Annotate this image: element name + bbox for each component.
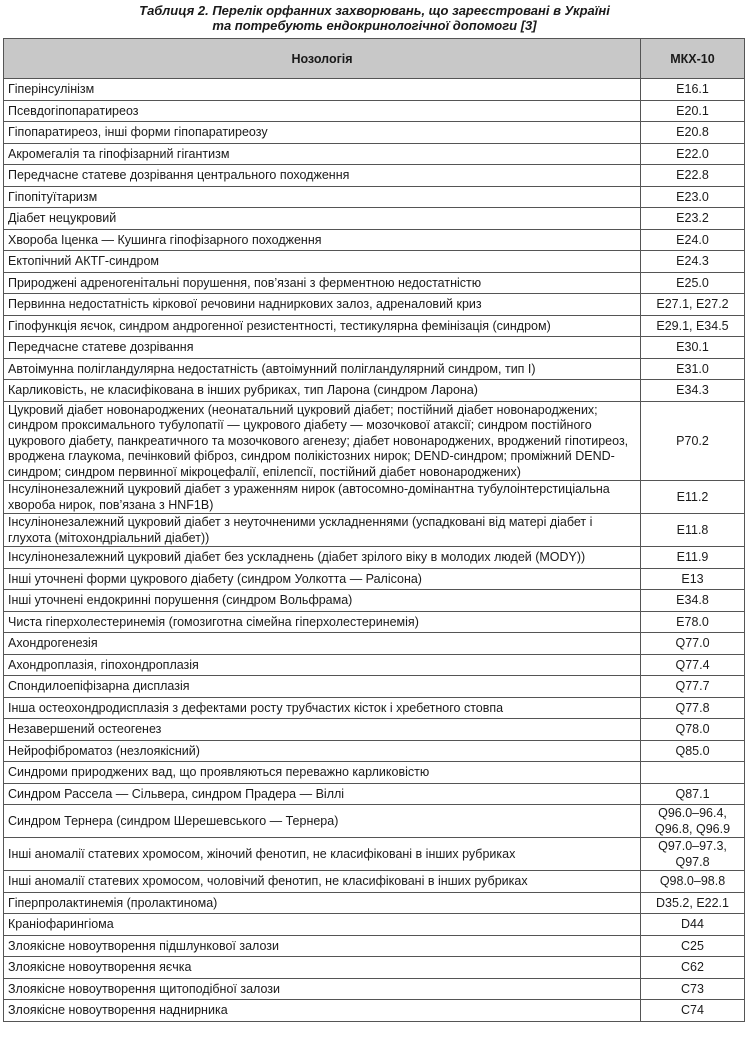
table-row: [4, 914, 745, 936]
table-row: [4, 165, 745, 187]
icd10-code-cell: E23.2: [641, 208, 745, 230]
nosology-cell: Карликовість, не класифікована в інших рубриках, тип Ларона (синдром Ларона): [4, 380, 641, 402]
icd10-code-cell: D44: [641, 914, 745, 936]
caption-line-2: та потребують ендокринологічної допомоги [3]: [212, 18, 537, 33]
table-row: [4, 611, 745, 633]
table-row: [4, 838, 745, 871]
nosology-cell: Первинна недостатність кіркової речовини надниркових залоз, адреналовий криз: [4, 294, 641, 316]
nosology-cell: Синдром Рассела — Сільвера, синдром Прадера — Віллі: [4, 783, 641, 805]
nosology-cell: Інші уточнені форми цукрового діабету (синдром Уолкотта — Ралісона): [4, 568, 641, 590]
table-row: [4, 697, 745, 719]
nosology-cell: Синдром Тернера (синдром Шерешевського — Тернера): [4, 805, 641, 838]
nosology-cell: Цукровий діабет новонароджених (неонатальний цукровий діабет; постійний діабет новонароджених; синдром проксимального тубулопатії — цукрового діабету — мозочкової атаксії; синдром постійного цукрового діабету, панкреатичного та мозочкового агенезу; діабет новонароджених, вроджений гіпотиреоз, вроджена глаукома, печінковий фіброз, синдром полікістозних нирок; DEND-синдром; проміжний DEND-синдром; синдром первинної мікроцефалії, епілепсії, постійний діабет новонароджених): [4, 401, 641, 481]
nosology-cell: Автоімунна полігландулярна недостатність (автоімунний полігландулярний синдром, тип І): [4, 358, 641, 380]
nosology-cell: Краніофарингіома: [4, 914, 641, 936]
nosology-cell: Інсулінонезалежний цукровий діабет без ускладнень (діабет зрілого віку в молодих людей (MODY)): [4, 547, 641, 569]
icd10-code-cell: Q98.0–98.8: [641, 871, 745, 893]
table-row: [4, 633, 745, 655]
nosology-cell: Інсулінонезалежний цукровий діабет з ураженням нирок (автосомно-домінантна тубулоінтерстиціальна хвороба нирок, пов’язана з HNF1B): [4, 481, 641, 514]
icd10-code-cell: E20.1: [641, 100, 745, 122]
nosology-cell: Злоякісне новоутворення наднирника: [4, 1000, 641, 1022]
nosology-cell: Злоякісне новоутворення щитоподібної залози: [4, 978, 641, 1000]
icd10-code-cell: E22.8: [641, 165, 745, 187]
table-header-row: [4, 39, 745, 79]
icd10-code-cell: Q96.0–96.4, Q96.8, Q96.9: [641, 805, 745, 838]
icd10-code-cell: E20.8: [641, 122, 745, 144]
table-row: [4, 272, 745, 294]
table-row: [4, 547, 745, 569]
table-row: [4, 100, 745, 122]
table-row: [4, 337, 745, 359]
nosology-cell: Передчасне статеве дозрівання: [4, 337, 641, 359]
table-row: [4, 229, 745, 251]
icd10-code-cell: E29.1, E34.5: [641, 315, 745, 337]
icd10-code-cell: Q85.0: [641, 740, 745, 762]
icd10-code-cell: E11.9: [641, 547, 745, 569]
orphan-diseases-table: [3, 38, 745, 1022]
table-row: [4, 654, 745, 676]
table-row: [4, 590, 745, 612]
nosology-cell: Псевдогіпопаратиреоз: [4, 100, 641, 122]
table-row: [4, 719, 745, 741]
table-row: [4, 978, 745, 1000]
icd10-code-cell: E34.3: [641, 380, 745, 402]
nosology-cell: Злоякісне новоутворення яєчка: [4, 957, 641, 979]
icd10-code-cell: E31.0: [641, 358, 745, 380]
table-row: [4, 871, 745, 893]
table-row: [4, 514, 745, 547]
nosology-cell: Гіпофункція яєчок, синдром андрогенної резистентності, тестикулярна фемінізація (синдром): [4, 315, 641, 337]
icd10-code-cell: Q78.0: [641, 719, 745, 741]
nosology-cell: Акромегалія та гіпофізарний гігантизм: [4, 143, 641, 165]
table-row: [4, 676, 745, 698]
table-row: [4, 79, 745, 101]
icd10-code-cell: E24.3: [641, 251, 745, 273]
column-header-icd10: МКХ-10: [641, 39, 745, 79]
icd10-code-cell: E11.8: [641, 514, 745, 547]
icd10-code-cell: D35.2, E22.1: [641, 892, 745, 914]
nosology-cell: Ахондрогенезія: [4, 633, 641, 655]
nosology-cell: Ахондроплазія, гіпохондроплазія: [4, 654, 641, 676]
nosology-cell: Синдроми природжених вад, що проявляються переважно карликовістю: [4, 762, 641, 784]
nosology-cell: Незавершений остеогенез: [4, 719, 641, 741]
table-row: [4, 380, 745, 402]
icd10-code-cell: E16.1: [641, 79, 745, 101]
icd10-code-cell: C73: [641, 978, 745, 1000]
nosology-cell: Передчасне статеве дозрівання центрального походження: [4, 165, 641, 187]
nosology-cell: Чиста гіперхолестеринемія (гомозиготна сімейна гіперхолестеринемія): [4, 611, 641, 633]
icd10-code-cell: Q77.7: [641, 676, 745, 698]
icd10-code-cell: C62: [641, 957, 745, 979]
table-row: [4, 401, 745, 481]
nosology-cell: Інші уточнені ендокринні порушення (синдром Вольфрама): [4, 590, 641, 612]
nosology-cell: Інші аномалії статевих хромосом, жіночий фенотип, не класифіковані в інших рубриках: [4, 838, 641, 871]
icd10-code-cell: E78.0: [641, 611, 745, 633]
table-row: [4, 208, 745, 230]
icd10-code-cell: E22.0: [641, 143, 745, 165]
table-row: [4, 143, 745, 165]
icd10-code-cell: E34.8: [641, 590, 745, 612]
table-row: [4, 122, 745, 144]
nosology-cell: Інша остеохондродисплазія з дефектами росту трубчастих кісток і хребетного стовпа: [4, 697, 641, 719]
icd10-code-cell: Q77.8: [641, 697, 745, 719]
table-caption: [0, 0, 749, 32]
icd10-code-cell: E30.1: [641, 337, 745, 359]
table-row: [4, 481, 745, 514]
icd10-code-cell: E11.2: [641, 481, 745, 514]
nosology-cell: Ектопічний АКТГ-синдром: [4, 251, 641, 273]
table-row: [4, 186, 745, 208]
nosology-cell: Природжені адреногенітальні порушення, пов’язані з ферментною недостатністю: [4, 272, 641, 294]
nosology-cell: Гіпопаратиреоз, інші форми гіпопаратиреозу: [4, 122, 641, 144]
caption-line-1: Таблиця 2. Перелік орфанних захворювань, що зареєстровані в Україні: [139, 3, 610, 18]
table-row: [4, 740, 745, 762]
nosology-cell: Інші аномалії статевих хромосом, чоловічий фенотип, не класифіковані в інших рубриках: [4, 871, 641, 893]
icd10-code-cell: Q97.0–97.3, Q97.8: [641, 838, 745, 871]
icd10-code-cell: Q87.1: [641, 783, 745, 805]
column-header-nosology: Нозологія: [4, 39, 641, 79]
nosology-cell: Гіперінсулінізм: [4, 79, 641, 101]
table-row: [4, 957, 745, 979]
nosology-cell: Злоякісне новоутворення підшлункової залози: [4, 935, 641, 957]
icd10-code-cell: E25.0: [641, 272, 745, 294]
nosology-cell: Гіпопітуїтаризм: [4, 186, 641, 208]
table-row: [4, 762, 745, 784]
icd10-code-cell: C25: [641, 935, 745, 957]
table-row: [4, 892, 745, 914]
icd10-code-cell: E23.0: [641, 186, 745, 208]
nosology-cell: Спондилоепіфізарна дисплазія: [4, 676, 641, 698]
nosology-cell: Нейрофіброматоз (незлоякісний): [4, 740, 641, 762]
nosology-cell: Хвороба Іценка — Кушинга гіпофізарного походження: [4, 229, 641, 251]
icd10-code-cell: E13: [641, 568, 745, 590]
nosology-cell: Діабет нецукровий: [4, 208, 641, 230]
icd10-code-cell: E24.0: [641, 229, 745, 251]
table-row: [4, 568, 745, 590]
icd10-code-cell: P70.2: [641, 401, 745, 481]
icd10-code-cell: Q77.0: [641, 633, 745, 655]
table-row: [4, 805, 745, 838]
table-row: [4, 1000, 745, 1022]
nosology-cell: Інсулінонезалежний цукровий діабет з неуточненими ускладненнями (успадковані від матері діабет і глухота (мітохондріальний діабет)): [4, 514, 641, 547]
icd10-code-cell: E27.1, E27.2: [641, 294, 745, 316]
table-body: [4, 79, 745, 1022]
icd10-code-cell: C74: [641, 1000, 745, 1022]
table-row: [4, 358, 745, 380]
table-row: [4, 783, 745, 805]
table-row: [4, 935, 745, 957]
table-row: [4, 294, 745, 316]
table-row: [4, 315, 745, 337]
icd10-code-cell: Q77.4: [641, 654, 745, 676]
nosology-cell: Гіперпролактинемія (пролактинома): [4, 892, 641, 914]
table-row: [4, 251, 745, 273]
icd10-code-cell: [641, 762, 745, 784]
